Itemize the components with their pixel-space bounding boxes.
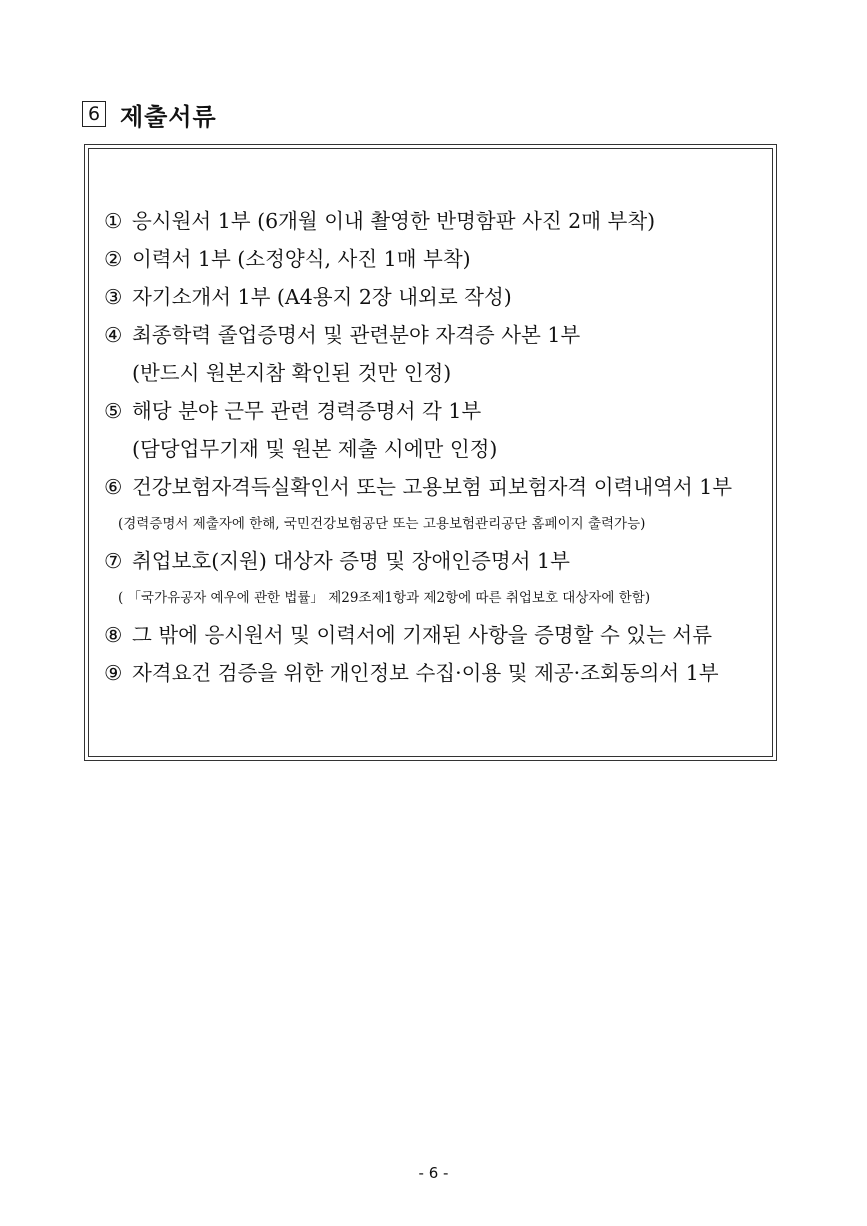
item-continuation: (담당업무기재 및 원본 제출 시에만 인정) xyxy=(132,437,498,461)
list-item xyxy=(104,202,764,240)
item-marker: ⑦ xyxy=(104,549,123,573)
page-number: - 6 - xyxy=(418,1164,449,1182)
item-continuation: (반드시 원본지참 확인된 것만 인정) xyxy=(132,361,452,385)
section-number-box: 6 xyxy=(82,101,106,127)
list-item xyxy=(104,392,764,430)
item-marker: ① xyxy=(104,209,123,233)
item-marker: ⑧ xyxy=(104,623,123,647)
list-item xyxy=(104,654,764,692)
section-heading xyxy=(82,98,217,130)
item-text: 응시원서 1부 (6개월 이내 촬영한 반명함판 사진 2매 부착) xyxy=(132,209,656,233)
item-text: 최종학력 졸업증명서 및 관련분야 자격증 사본 1부 xyxy=(132,323,581,347)
documents-box xyxy=(84,144,777,761)
item-note: ( 「국가유공자 예우에 관한 법률」 제29조제1항과 제2항에 따른 취업보호 대상자에 한함) xyxy=(118,590,651,606)
item-marker: ④ xyxy=(104,323,123,347)
item-text: 그 밖에 응시원서 및 이력서에 기재된 사항을 증명할 수 있는 서류 xyxy=(132,623,713,647)
list-item xyxy=(104,542,764,580)
item-text: 자격요건 검증을 위한 개인정보 수집·이용 및 제공·조회동의서 1부 xyxy=(132,661,719,685)
item-marker: ⑤ xyxy=(104,399,123,423)
item-marker: ② xyxy=(104,247,123,271)
list-item xyxy=(104,240,764,278)
item-text: 이력서 1부 (소정양식, 사진 1매 부착) xyxy=(132,247,471,271)
list-item xyxy=(104,616,764,654)
section-title: 제출서류 xyxy=(120,102,217,131)
item-text: 취업보호(지원) 대상자 증명 및 장애인증명서 1부 xyxy=(132,549,570,573)
list-item xyxy=(104,468,764,506)
item-marker: ⑨ xyxy=(104,661,123,685)
item-note: (경력증명서 제출자에 한해, 국민건강보험공단 또는 고용보험관리공단 홈페이지 출력가능) xyxy=(118,516,646,532)
item-marker: ③ xyxy=(104,285,123,309)
documents-list xyxy=(104,202,764,692)
list-item xyxy=(104,278,764,316)
item-text: 해당 분야 근무 관련 경력증명서 각 1부 xyxy=(132,399,482,423)
item-text: 자기소개서 1부 (A4용지 2장 내외로 작성) xyxy=(132,285,512,309)
item-marker: ⑥ xyxy=(104,475,123,499)
list-item xyxy=(104,316,764,354)
item-text: 건강보험자격득실확인서 또는 고용보험 피보험자격 이력내역서 1부 xyxy=(132,475,733,499)
